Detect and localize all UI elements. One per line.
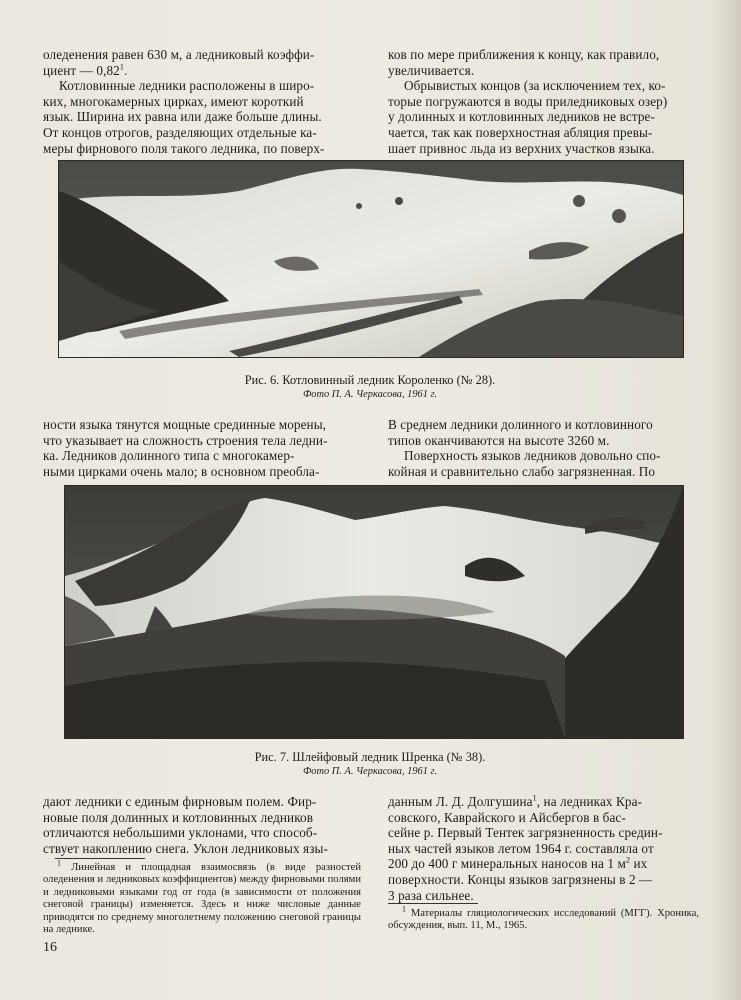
text-line: Обрывистых концов (за исключением тех, ко-: [404, 78, 666, 94]
text-line: новые поля долинных и котловинных ледников: [43, 809, 314, 825]
text-fragment: 200 до 400 г минеральных наносов на 1 м: [388, 856, 626, 872]
text-line: Котловинные ледники расположены в широ-: [59, 78, 315, 94]
text-line: оледенения равен 630 м, а ледниковый коэффи-: [43, 47, 315, 62]
footnote-mark: 1: [57, 858, 61, 868]
text-line: шает привнос льда из верхних участков языка.: [388, 140, 655, 156]
figure-7-credit: Фото П. А. Черкасова, 1961 г.: [302, 766, 438, 777]
footnote-ref: 1: [532, 793, 537, 803]
photo-image: [65, 486, 683, 738]
page-number: 16: [43, 940, 57, 955]
text-line: дают ледники с единым фирновым полем. Фир-: [43, 794, 317, 809]
middle-right-column: [388, 417, 699, 479]
text-line: меры фирнового поля такого ледника, по поверх-: [43, 140, 325, 156]
footnote-left: [43, 858, 361, 936]
text-line: [388, 794, 699, 810]
text-line: ков по мере приближения к концу, как правило,: [388, 47, 660, 62]
superscript: 2: [625, 855, 631, 865]
figure-7-caption: Рис. 7. Шлейфовый ледник Шренка (№ 38).: [254, 750, 486, 764]
text-line: ка. Ледников долинного типа с многокамер-: [43, 448, 295, 464]
text-line: ствует накоплению снега. Уклон ледниковых язы-: [43, 840, 328, 856]
middle-left-column: [43, 417, 361, 479]
text-line: Поверхность языков ледников довольно спо-: [404, 448, 661, 464]
text-fragment: , на ледниках Кра-: [536, 794, 643, 809]
footnote-body: Материалы гляциологических исследований (МГГ). Хроника, обсуждения, вып. 11, М., 1965.: [388, 908, 699, 932]
footnote-mark: 1: [402, 904, 406, 914]
bottom-right-column: [388, 794, 699, 903]
page-edge-shadow: [711, 0, 741, 1000]
text-fragment: данным Л. Д. Долгушина: [388, 794, 533, 809]
footnote-body: Линейная и площадная взаимосвязь (в виде разностей оледенения и ледниковых коэффициентов) между фирновыми полями и ледниковыми языками год от года (в зависимости от положения снеговой границы) изменяется. Здесь и ниже числовые данные приводятся по среднему многолетнему положению снеговой границы на леднике.: [43, 862, 361, 936]
footnote-text: [43, 858, 361, 936]
footnote-rule: [55, 858, 145, 859]
text-line: у долинных и котловинных ледников не встре-: [388, 109, 656, 125]
bottom-left-column: [43, 794, 361, 856]
photo-image: [59, 161, 683, 357]
figure-6-credit: Фото П. А. Черкасова, 1961 г.: [302, 389, 438, 400]
text-line: торые погружаются в воды приледниковых озер): [388, 93, 668, 109]
text-line: От концов отрогов, разделяющих отдельные ка-: [43, 124, 317, 140]
figure-6-caption: Рис. 6. Котловинный ледник Короленко (№ 28).: [244, 373, 496, 387]
text-line: совского, Каврайского и Айсбергов в бас-: [388, 809, 626, 825]
text-line: койная и сравнительно слабо загрязненная. По: [388, 463, 656, 479]
text-line: 3 раза сильнее.: [388, 887, 474, 903]
text-fragment: их: [630, 856, 648, 872]
top-right-column: [388, 47, 699, 156]
text-line: типов оканчиваются на высоте 3260 м.: [388, 432, 610, 448]
top-left-column: [43, 47, 361, 156]
text-line: что указывает на сложность строения тела ледни-: [43, 432, 328, 448]
glacier-photo-shrenk: [64, 485, 684, 739]
text-line: сейне р. Первый Тентек загрязненность средин-: [388, 825, 663, 841]
footnote-right: [388, 904, 699, 933]
text-line: язык. Ширина их равна или даже больше длины.: [43, 109, 322, 125]
text-line: отличаются небольшими уклонами, что способ-: [43, 825, 318, 841]
footnote-ref: 1: [119, 62, 124, 72]
text-line: ности языка тянутся мощные срединные морены,: [43, 417, 327, 432]
text-line: ными цирками очень мало; в основном преобла-: [43, 463, 320, 479]
glacier-photo-korolenko: [58, 160, 684, 358]
footnote-text: [388, 904, 699, 933]
text-line: чается, так как поверхностная абляция превы-: [388, 124, 653, 140]
text-line: увеличивается.: [388, 62, 475, 78]
text-line: поверхности. Концы языков загрязнены в 2 —: [388, 871, 653, 887]
text-line: ких, многокамерных цирках, имеют короткий: [43, 93, 304, 109]
text-line: В среднем ледники долинного и котловинного: [388, 417, 653, 432]
text-line: циент — 0,82$^1$.: [43, 62, 128, 78]
text-line: [388, 856, 699, 872]
text-fragment: циент — 0,82: [43, 62, 120, 78]
text-line: ных частей языков летом 1964 г. составляла от: [388, 840, 654, 856]
